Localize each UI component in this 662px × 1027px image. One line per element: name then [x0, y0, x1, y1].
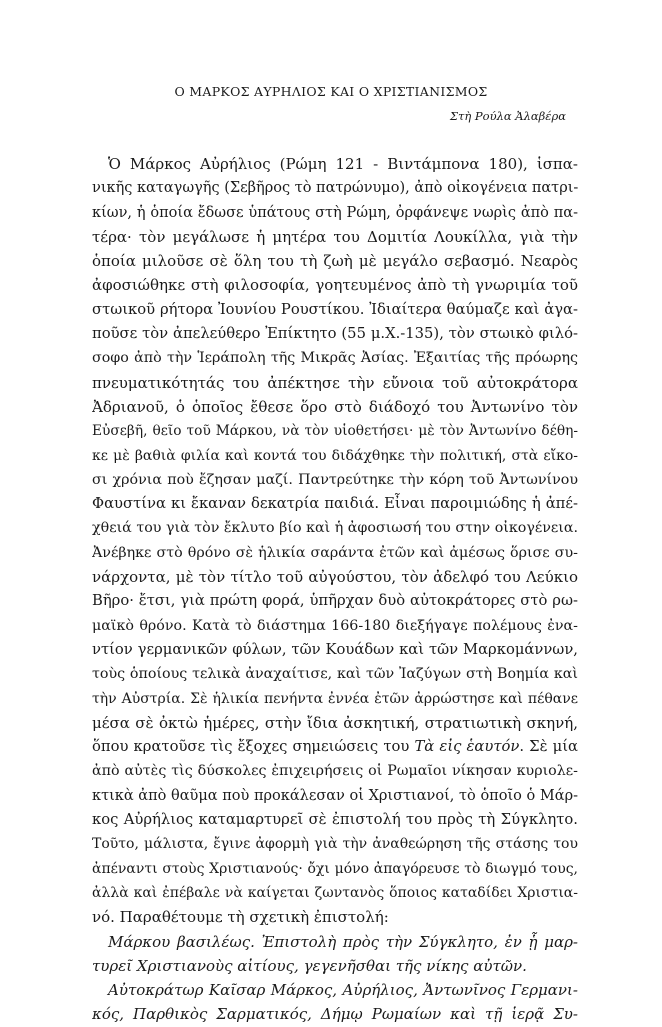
text-line: Ἀνέβηκε στὸ θρόνο σὲ ἡλικία σαράντα ἐτῶν καὶ ἀμέσως ὅρισε συ-: [92, 544, 578, 561]
quote-line: κός, Παρθικὸς Σαρματικός, Δήμῳ Ρωμαίων καὶ τῇ ἱερᾷ Συ-: [92, 1005, 578, 1024]
text-line: τέρα· τὸν μεγάλωσε ἡ μητέρα του Δομιτία Λουκίλλα, γιὰ τὴν: [92, 227, 578, 246]
text-line: Ἀδριανοῦ, ὁ ὁποῖος ἔθεσε ὅρο στὸ διάδοχό του Ἀντωνίνο τὸν: [92, 397, 578, 416]
text-line: στωικοῦ ρήτορα Ἰουνίου Ρουστίκου. Ἰδιαίτερα θαύμαζε καὶ ἀγα-: [92, 300, 578, 318]
text-line: ὅπου κρατοῦσε τὶς ἔξοχες σημειώσεις του Τὰ εἰς ἑαυτόν. Σὲ μία: [92, 738, 578, 756]
text-line: μέσα σὲ ὀκτὼ ἡμέρες, στὴν ἴδια ἀσκητική, στρατιωτικὴ σκηνή,: [92, 713, 578, 732]
article-title: Ο ΜΑΡΚΟΣ ΑΥΡΗΛΙΟΣ ΚΑΙ Ο ΧΡΙΣΤΙΑΝΙΣΜΟΣ: [174, 84, 488, 99]
text-line: ἀπέναντι στοὺς Χριστιανούς· ὄχι μόνο ἀπαγόρευσε τὸ διωγμό τους,: [92, 860, 578, 877]
text-line: Εὐσεβῆ, θεῖο τοῦ Μάρκου, νὰ τὸν υἱοθετήσει· μὲ τὸν Ἀντωνίνο δέθη-: [92, 423, 578, 440]
quote-line: Μάρκου βασιλέως. Ἐπιστολὴ πρὸς τὴν Σύγκλητο, ἐν ᾗ μαρ-: [108, 932, 578, 951]
text-line: νάρχοντα, μὲ τὸν τίτλο τοῦ αὐγούστου, τὸν ἀδελφό του Λεύκιο: [92, 568, 578, 587]
quote-line: Αὐτοκράτωρ Καῖσαρ Μάρκος, Αὐρήλιος, Ἀντωνῖνος Γερμανι-: [108, 981, 578, 1000]
text-line: μαϊκὸ θρόνο. Κατὰ τὸ διάστημα 166-180 διεξήγαγε πολέμους ἐνα-: [92, 617, 578, 634]
text-line: τὴν Αὐστρία. Σὲ ἡλικία πενήντα ἐννέα ἐτῶν ἀρρώστησε καὶ πέθανε: [92, 690, 578, 707]
text-line: πνευματικότητάς του ἀπέκτησε τὴν εὔνοια τοῦ αὐτοκράτορα: [92, 373, 578, 392]
dedication: Στὴ Ρούλα Ἀλαβέρα: [449, 109, 566, 123]
book-title: Τὰ εἰς ἑαυτόν: [414, 738, 520, 756]
text-line: σι χρόνια ποὺ ἔζησαν μαζί. Παντρεύτηκε τὴν κόρη τοῦ Ἀντωνίνου: [92, 471, 578, 488]
text-line: ἀλλὰ καὶ ἐπέβαλε νὰ καίγεται ζωντανὸς ὅποιος καταδίδει Χριστια-: [92, 884, 578, 901]
text-line: Τοῦτο, μάλιστα, ἔγινε ἀφορμὴ γιὰ τὴν ἀναθεώρηση τῆς στάσης του: [92, 836, 578, 853]
text-line: ἀπὸ αὐτὲς τὶς δύσκολες ἐπιχειρήσεις οἱ Ρωμαῖοι νίκησαν κυριολε-: [92, 763, 578, 780]
text-line: ὁποία μιλοῦσε σὲ ὅλη του τὴ ζωὴ μὲ μεγάλο σεβασμό. Νεαρὸς: [92, 252, 578, 271]
text-line: κίων, ἡ ὁποία ἔδωσε ὑπάτους στὴ Ρώμη, ὀρφάνεψε νωρὶς ἀπὸ πα-: [92, 204, 578, 221]
text-line: ποῦσε τὸν ἀπελεύθερο Ἐπίκτητο (55 μ.Χ.-135), τὸν στωικὸ φιλό-: [92, 325, 578, 343]
text-line: νικῆς καταγωγῆς (Σεβῆρος τὸ πατρώνυμο), ἀπὸ οἰκογένεια πατρι-: [92, 180, 578, 197]
text-line: κτικὰ ἀπὸ θαῦμα ποὺ προκάλεσαν οἱ Χριστιανοί, τὸ ὁποῖο ὁ Μάρ-: [92, 787, 578, 804]
quote-line: τυρεῖ Χριστιανοὺς αἰτίους, γεγενῆσθαι τῆς νίκης αὐτῶν.: [92, 956, 527, 975]
text-line: κε μὲ βαθιὰ φιλία καὶ κοντά του διδάχθηκε τὴν πολιτική, στὰ εἴκο-: [92, 447, 578, 464]
text-line: νό. Παραθέτουμε τὴ σχετικὴ ἐπιστολή:: [92, 908, 389, 927]
article-body: [92, 152, 578, 1027]
text-line: Ὁ Μάρκος Αὐρήλιος (Ρώμη 121 - Βιντάμπονα 180), ἱσπα-: [108, 155, 578, 173]
text-line: Βῆρο· ἔτσι, γιὰ πρώτη φορά, ὑπῆρχαν δυὸ αὐτοκράτορες στὸ ρω-: [92, 592, 578, 610]
text-line: ἀφοσιώθηκε στὴ φιλοσοφία, γοητευμένος ἀπὸ τὴ γνωριμία τοῦ: [92, 276, 578, 295]
text-line: τοὺς ὁποίους τελικὰ ἀναχαίτισε, καὶ τῶν Ἰαζύγων στὴ Βοημία καὶ: [92, 666, 578, 683]
text-line: κος Αὐρήλιος καταμαρτυρεῖ σὲ ἐπιστολή του πρὸς τὴ Σύγκλητο.: [92, 811, 578, 829]
text-line: χθειά του γιὰ τὸν ἔκλυτο βίο καὶ ἡ ἀφοσιωσή του στην οἰκογένεια.: [92, 520, 578, 537]
text-line: Φαυστίνα κι ἔκαναν δεκατρία παιδιά. Εἶναι παροιμιώδης ἡ ἀπέ-: [92, 495, 578, 513]
text-line: ντίον γερμανικῶν φύλων, τῶν Κουάδων καὶ τῶν Μαρκομάννων,: [92, 640, 578, 658]
text-line: σοφο ἀπὸ τὴν Ἱεράπολη τῆς Μικρᾶς Ἀσίας. Ἐξαιτίας τῆς πρόωρης: [92, 350, 578, 367]
